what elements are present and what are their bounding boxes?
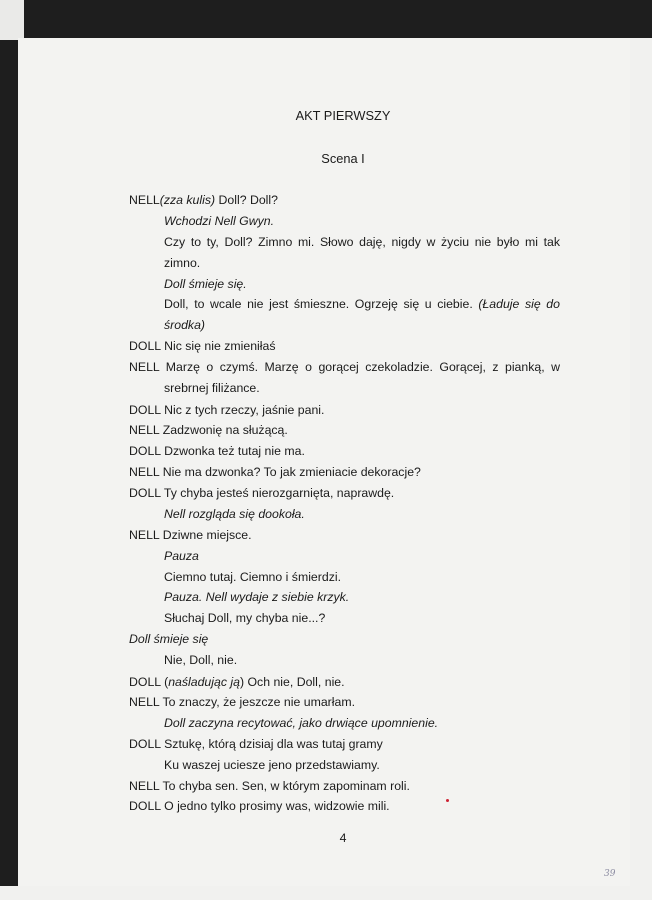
speaker-name: NELL [129, 528, 160, 542]
line-text: Dziwne miejsce. [159, 528, 252, 542]
script-line [129, 423, 288, 437]
script-line [164, 381, 260, 395]
line-text: Ku waszej uciesze jeno przedstawiamy. [164, 758, 380, 772]
line-text: ( [160, 675, 169, 689]
line-text: Doll? Doll? [215, 193, 278, 207]
script-line [129, 444, 305, 458]
speaker-name: NELL [129, 695, 160, 709]
line-text: O jedno tylko prosimy was, widzowie mili. [160, 799, 390, 813]
speaker-name: NELL [129, 465, 160, 479]
stage-direction: (zza kulis) [159, 193, 216, 207]
line-text: Nie ma dzwonka? To jak zmieniacie dekoracje? [159, 465, 421, 479]
script-line [129, 339, 275, 353]
speaker-name: NELL [129, 360, 160, 374]
line-text: To znaczy, że jeszcze nie umarłam. [159, 695, 355, 709]
ink-speck [446, 799, 449, 802]
script-line [129, 360, 560, 374]
script-line [129, 403, 324, 417]
line-text: Sztukę, którą dzisiaj dla was tutaj gramy [160, 737, 383, 751]
script-line [164, 256, 200, 270]
script-line [129, 779, 410, 793]
speaker-name: NELL [129, 193, 160, 207]
scan-edge-bottom [0, 886, 652, 900]
stage-direction: Pauza [164, 549, 199, 563]
script-line [164, 549, 199, 563]
speaker-name: DOLL [129, 403, 161, 417]
line-text: Marzę o czymś. Marzę o gorącej czekoladzie. Gorącej, z pianką, w [159, 360, 560, 374]
line-text: Nic z tych rzeczy, jaśnie pani. [160, 403, 325, 417]
speaker-name: DOLL [129, 444, 161, 458]
scan-edge [0, 0, 24, 40]
stage-direction: Doll zaczyna recytować, jako drwiące upomnienie. [164, 716, 439, 730]
script-line [129, 632, 208, 646]
stage-direction: Doll śmieje się. [164, 277, 247, 291]
line-text: To chyba sen. Sen, w którym zapominam roli. [159, 779, 410, 793]
script-line [129, 675, 345, 689]
line-text: Doll, to wcale nie jest śmieszne. Ogrzeję się u ciebie. [164, 297, 479, 311]
speaker-name: DOLL [129, 675, 161, 689]
act-title: AKT PIERWSZY [295, 108, 391, 123]
stage-direction: Doll śmieje się [129, 632, 209, 646]
script-line [164, 590, 349, 604]
script-line [129, 193, 278, 207]
script-line [164, 297, 560, 311]
line-text: Ciemno tutaj. Ciemno i śmierdzi. [164, 570, 341, 584]
stage-direction: Pauza. Nell wydaje z siebie krzyk. [164, 590, 350, 604]
script-line [164, 570, 341, 584]
line-text: zimno. [164, 256, 201, 270]
line-text: Zadzwonię na służącą. [159, 423, 288, 437]
script-line [164, 214, 274, 228]
stage-direction: Nell rozgląda się dookoła. [164, 507, 305, 521]
speaker-name: DOLL [129, 339, 161, 353]
script-line [129, 695, 355, 709]
line-text: ) Och nie, Doll, nie. [239, 675, 345, 689]
speaker-name: NELL [129, 779, 160, 793]
stage-direction: (Ładuje się do [478, 297, 560, 311]
script-line [129, 799, 390, 813]
script-line [164, 758, 380, 772]
script-line [129, 528, 252, 542]
speaker-name: DOLL [129, 799, 161, 813]
scene-title: Scena I [321, 151, 365, 166]
script-line [164, 611, 325, 625]
speaker-name: DOLL [129, 486, 161, 500]
speaker-name: DOLL [129, 737, 161, 751]
line-text: Nic się nie zmieniłaś [160, 339, 276, 353]
stage-direction: naśladując ją [168, 675, 240, 689]
script-line [164, 235, 560, 249]
script-line [129, 486, 394, 500]
speaker-name: NELL [129, 423, 160, 437]
script-line [129, 737, 383, 751]
handwritten-page-number: 39 [604, 869, 616, 879]
line-text: Ty chyba jesteś nierozgarnięta, naprawdę. [160, 486, 395, 500]
script-line [164, 277, 247, 291]
page-number: 4 [339, 831, 347, 845]
line-text: srebrnej filiżance. [164, 381, 260, 395]
script-line [164, 507, 305, 521]
script-line [164, 653, 237, 667]
line-text: Dzwonka też tutaj nie ma. [160, 444, 305, 458]
script-line [129, 465, 421, 479]
line-text: Nie, Doll, nie. [164, 653, 238, 667]
stage-direction: Wchodzi Nell Gwyn. [164, 214, 275, 228]
script-line [164, 318, 205, 332]
line-text: Słuchaj Doll, my chyba nie...? [164, 611, 326, 625]
scan-edge-right [630, 38, 652, 900]
line-text: Czy to ty, Doll? Zimno mi. Słowo daję, nigdy w życiu nie było mi tak [164, 235, 560, 249]
script-line [164, 716, 438, 730]
stage-direction: środka) [164, 318, 206, 332]
